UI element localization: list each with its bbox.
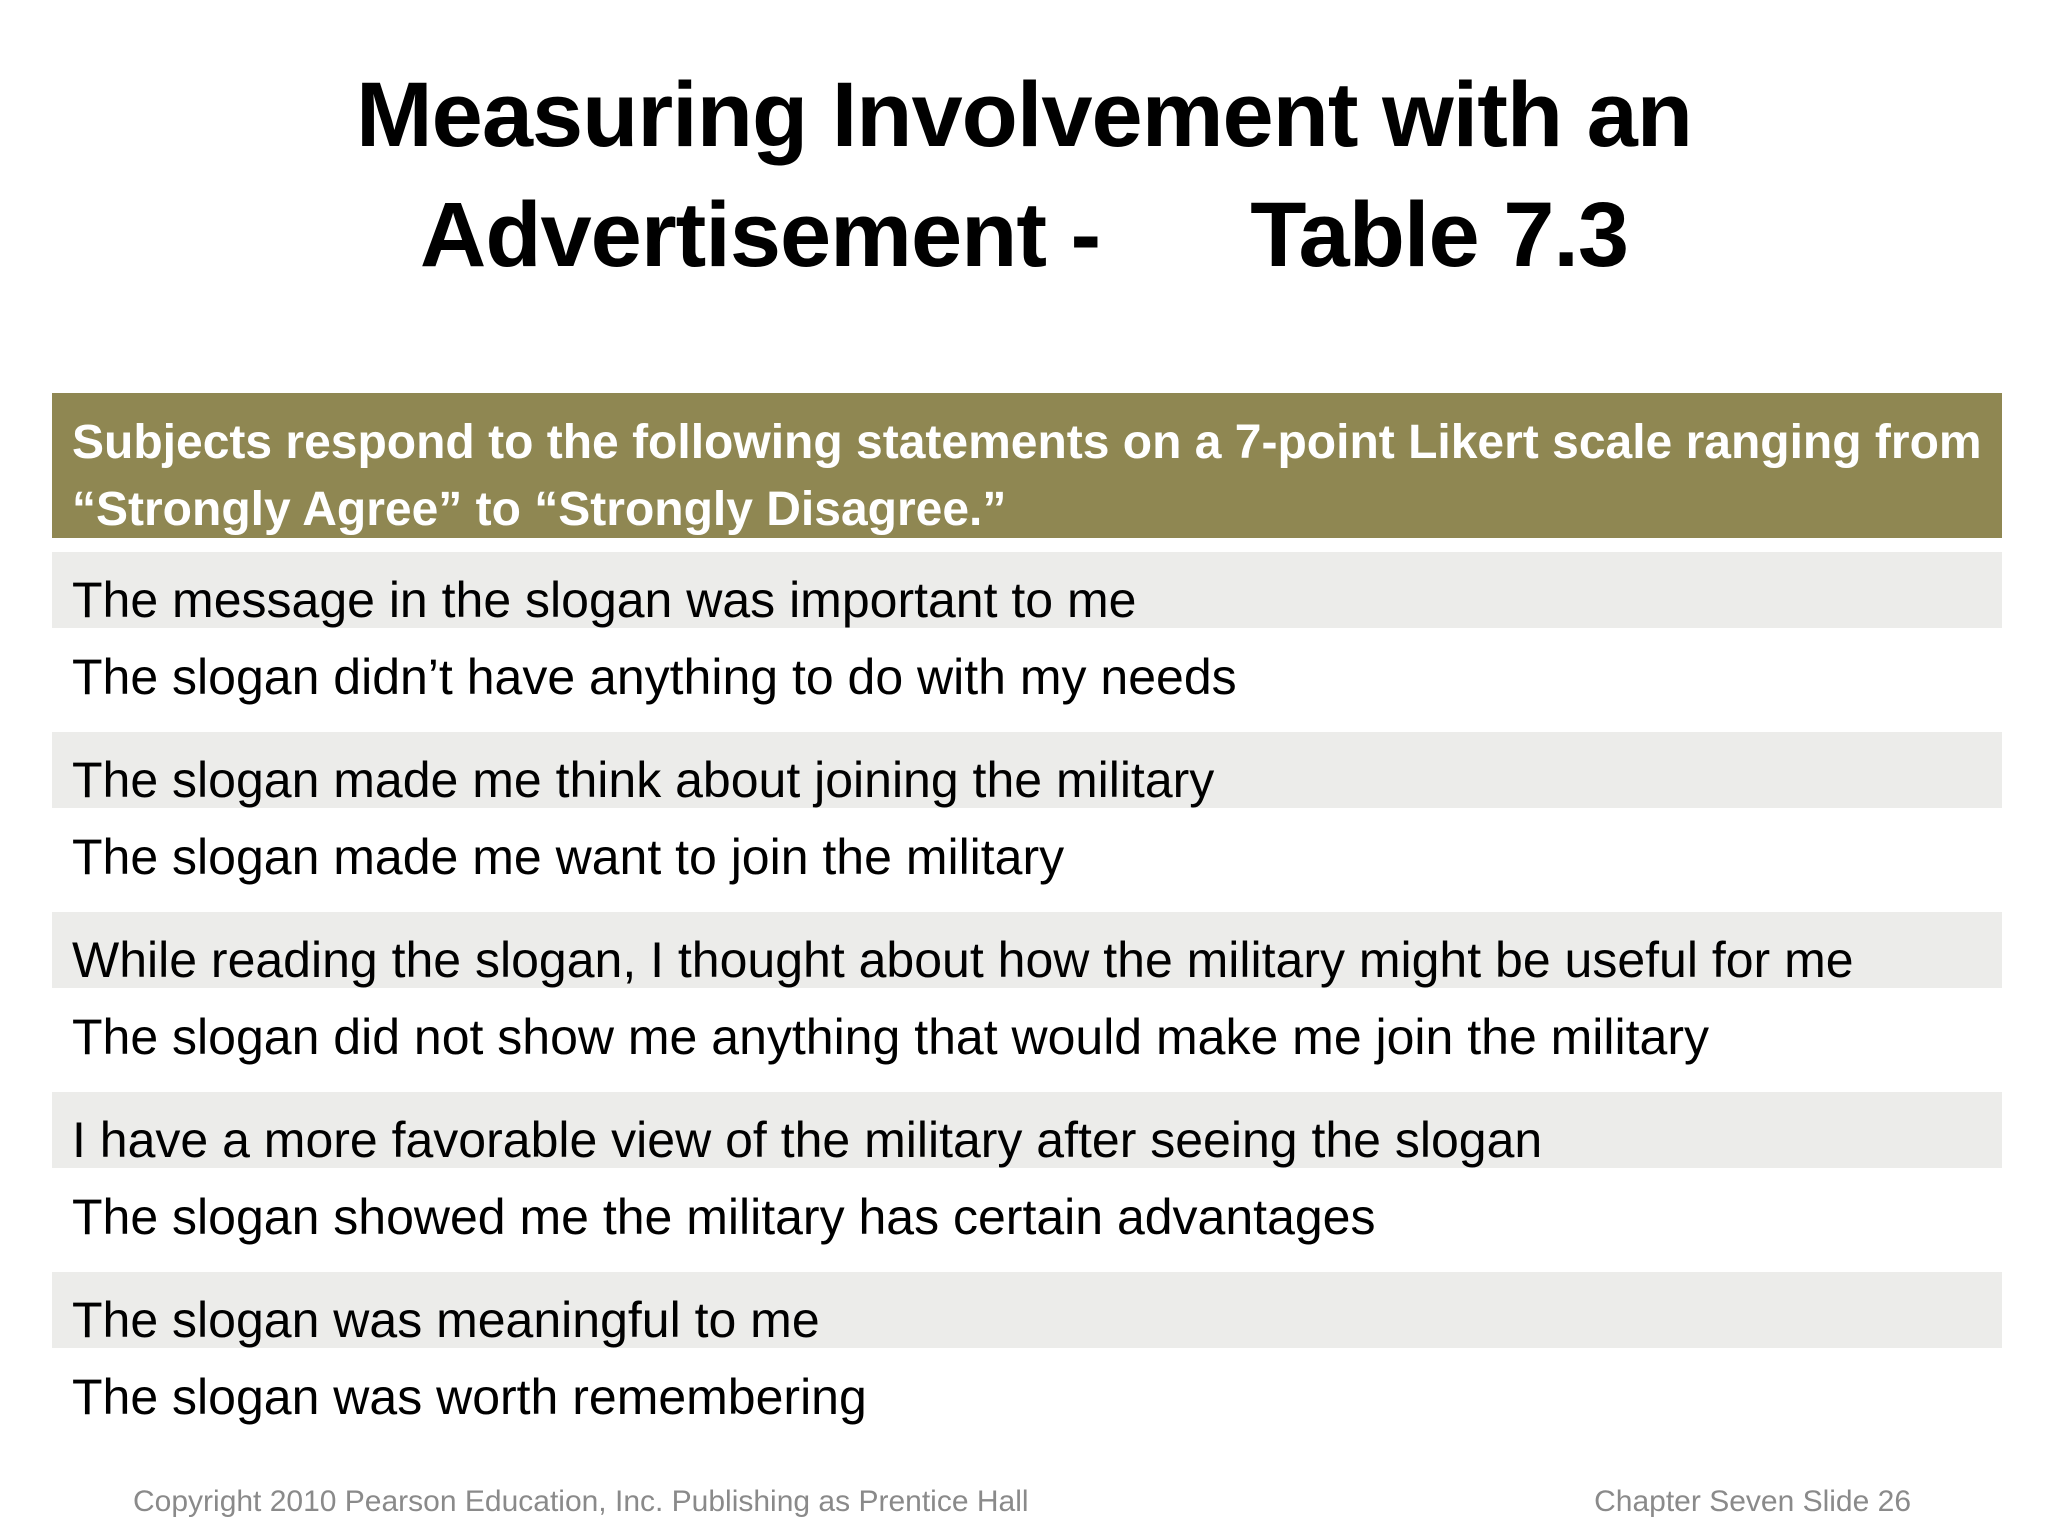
slide-title <box>0 55 2048 295</box>
table-row: The slogan showed me the military has certain advantages <box>72 1189 1376 1245</box>
title-line-2 <box>0 175 2048 295</box>
table-row: The slogan made me want to join the military <box>72 829 1065 885</box>
table-row: While reading the slogan, I thought about how the military might be useful for me <box>52 912 2002 988</box>
title-line-1: Measuring Involvement with an <box>356 64 1692 166</box>
table-row: I have a more favorable view of the military after seeing the slogan <box>52 1092 2002 1168</box>
slide-number: Chapter Seven Slide 26 <box>1594 1485 1911 1518</box>
title-line-2-right: Table 7.3 <box>1250 184 1629 286</box>
table-header: Subjects respond to the following statements on a 7-point Likert scale ranging from “Strongly Agree” to “Strongly Disagree.” <box>52 393 2002 538</box>
copyright-footer: Copyright 2010 Pearson Education, Inc. Publishing as Prentice Hall <box>133 1485 1029 1518</box>
table-row: The slogan didn’t have anything to do with my needs <box>72 649 1237 705</box>
table-row: The slogan made me think about joining the military <box>52 732 2002 808</box>
table-row: The message in the slogan was important to me <box>52 552 2002 628</box>
likert-table <box>52 393 2002 1452</box>
table-row: The slogan was meaningful to me <box>52 1272 2002 1348</box>
table-row: The slogan did not show me anything that would make me join the military <box>72 1009 1709 1065</box>
table-rows <box>52 552 2002 1452</box>
title-line-2-left: Advertisement - <box>419 184 1101 286</box>
table-row: The slogan was worth remembering <box>72 1369 867 1425</box>
